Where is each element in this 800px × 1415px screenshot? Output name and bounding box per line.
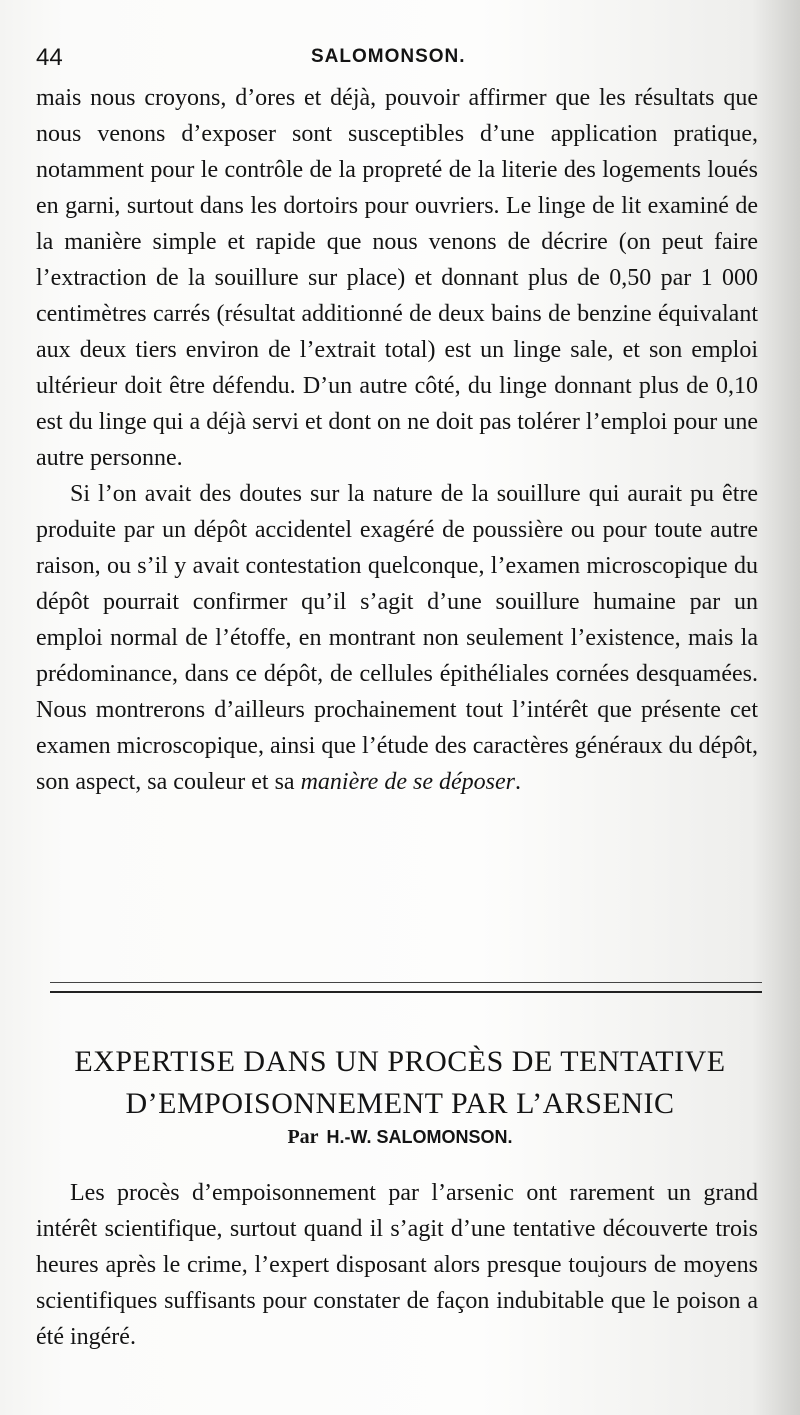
previous-article-text	[36, 80, 758, 800]
byline-author: H.-W. SALOMONSON.	[326, 1127, 513, 1147]
article-title-line-1: EXPERTISE DANS UN PROCÈS DE TENTATIVE	[74, 1045, 726, 1078]
running-head	[36, 40, 764, 76]
byline	[0, 1126, 800, 1149]
italic-phrase: manière de se déposer	[300, 769, 515, 795]
byline-prefix: Par	[287, 1126, 319, 1148]
new-article-text	[36, 1175, 758, 1355]
microscopy-paragraph-text: Si l’on avait des doutes sur la nature de la souillure qui aurait pu être produite par un dépôt accidentel exagéré de poussière ou pour toute autre raison, ou s’il y avait contestation quelconque, l’examen microscopique du dépôt pourrait confirmer qu’il s’agit d’une souillure humaine par un emploi normal de l’étoffe, en montrant non seulement l’existence, mais la prédominance, dans ce dépôt, de cellules épithéliales cornées desquamées. Nous montrerons d’ailleurs prochainement tout l’intérêt que présente cet examen microscopique, ainsi que l’étude des caractères généraux du dépôt, son aspect, sa couleur et sa	[36, 481, 758, 795]
continuation-paragraph: mais nous croyons, d’ores et déjà, pouvoir affirmer que les résultats que nous venons d’exposer sont susceptibles d’une application pratique, notamment pour le contrôle de la propreté de la literie des logements loués en garni, surtout dans les dortoirs pour ouvriers. Le linge de lit examiné de la manière simple et rapide que nous venons de décrire (on peut faire l’extraction de la souillure sur place) et donnant plus de 0,50 par 1 000 centimètres carrés (résultat additionné de deux bains de benzine équivalant aux deux tiers environ de l’extrait total) est un linge sale, et son emploi ultérieur doit être défendu. D’un autre côté, du linge donnant plus de 0,10 est du linge qui a déjà servi et dont on ne doit pas tolérer l’emploi pour une autre personne.	[36, 85, 758, 471]
running-title: SALOMONSON.	[311, 46, 466, 67]
opening-paragraph: Les procès d’empoisonnement par l’arsenic ont rarement un grand intérêt scientifique, surtout quand il s’agit d’une tentative découverte trois heures après le crime, l’expert disposant alors presque toujours de moyens scientifiques suffisants pour constater de façon indubitable que le poison a été ingéré.	[36, 1180, 758, 1350]
microscopy-paragraph	[36, 476, 758, 800]
article-title-line-2: D’EMPOISONNEMENT PAR L’ARSENIC	[125, 1087, 675, 1120]
page-number: 44	[36, 44, 63, 71]
section-divider-rule	[50, 982, 762, 993]
paragraph-end-punctuation: .	[514, 769, 521, 795]
